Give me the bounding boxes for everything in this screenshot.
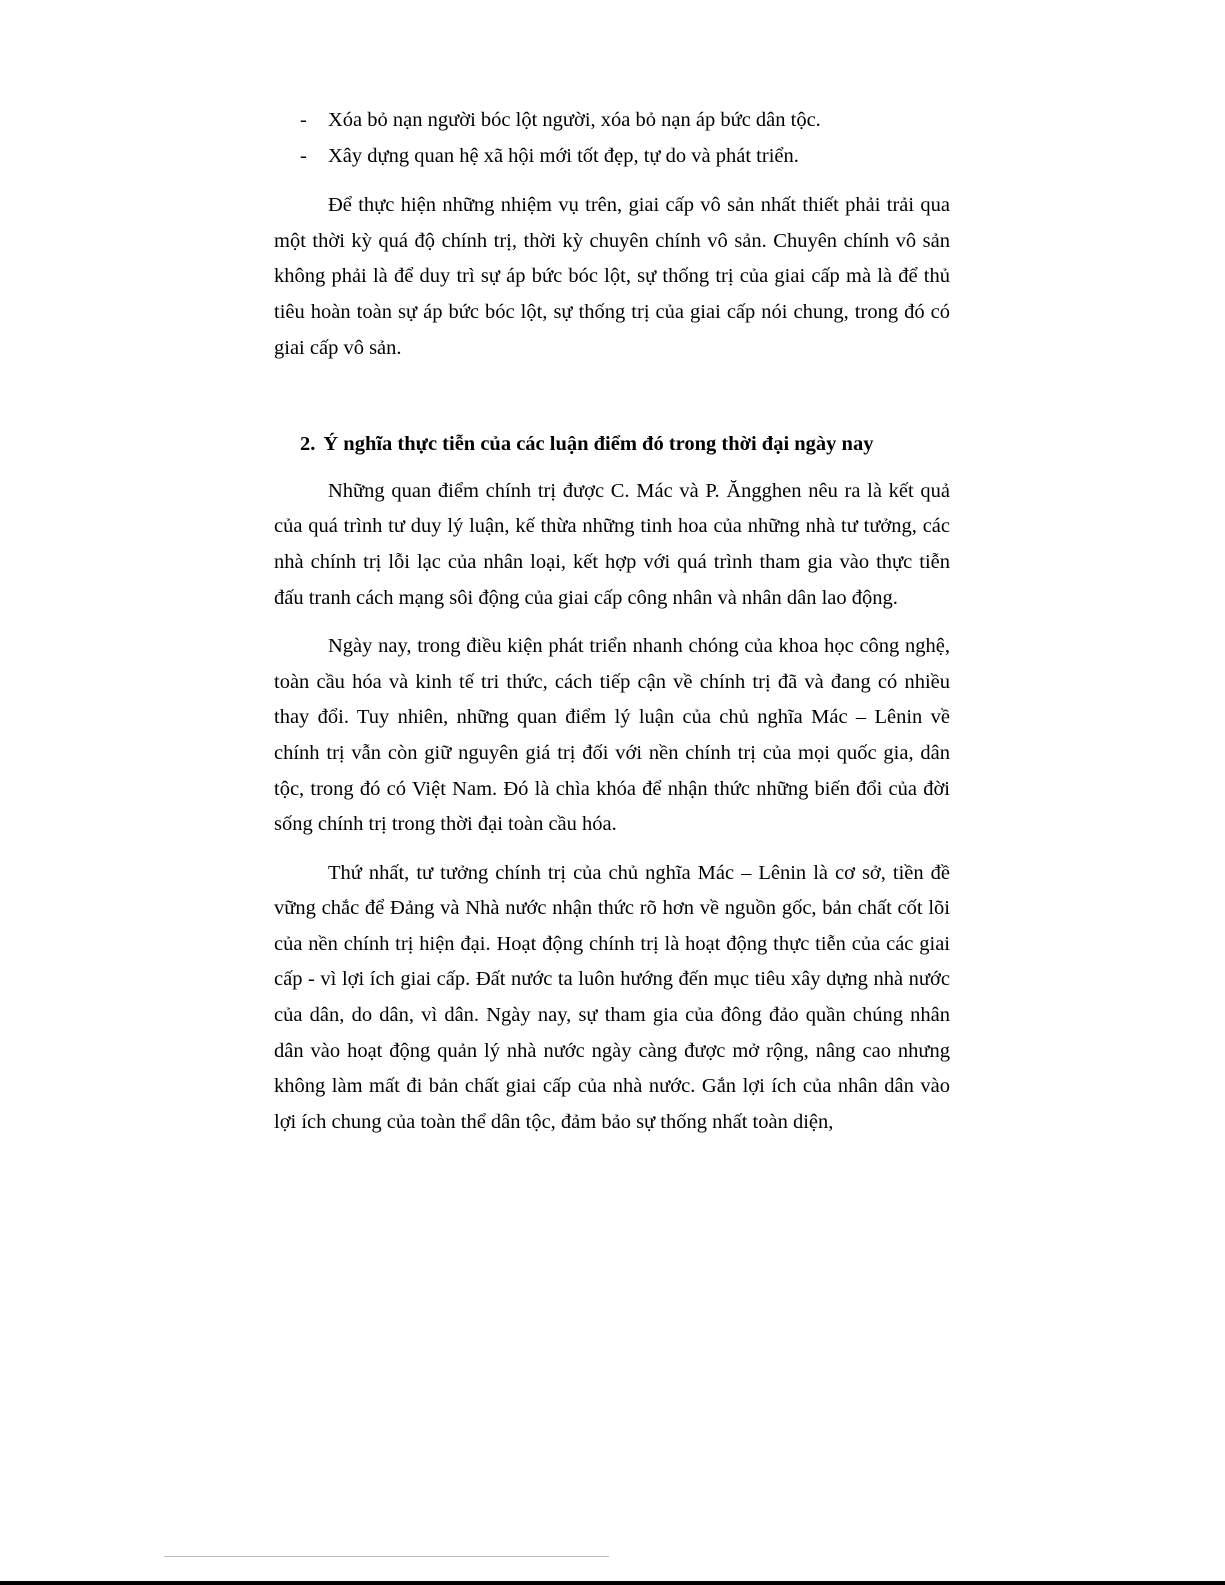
section-heading: [274, 427, 950, 463]
bullet-marker: -: [300, 144, 307, 167]
page-body: [274, 103, 950, 1140]
footnote-separator: [164, 1556, 609, 1557]
bullet-item: [274, 103, 950, 139]
body-paragraph: Để thực hiện những nhiệm vụ trên, giai cấp vô sản nhất thiết phải trải qua một thời kỳ quá độ chính trị, thời kỳ chuyên chính vô sản. Chuyên chính vô sản không phải là để duy trì sự áp bức bóc lột, sự thống trị của giai cấp mà là để thủ tiêu hoàn toàn sự áp bức bóc lột, sự thống trị của giai cấp nói chung, trong đó có giai cấp vô sản.: [274, 194, 950, 359]
bullet-text: Xóa bỏ nạn người bóc lột người, xóa bỏ nạn áp bức dân tộc.: [328, 109, 821, 131]
body-paragraph: Những quan điểm chính trị được C. Mác và P. Ăngghen nêu ra là kết quả của quá trình tư duy lý luận, kế thừa những tinh hoa của những nhà tư tưởng, các nhà chính trị lỗi lạc của nhân loại, kết hợp với quá trình tham gia vào thực tiễn đấu tranh cách mạng sôi động của giai cấp công nhân và nhân dân lao động.: [274, 479, 950, 609]
bullet-text: Xây dựng quan hệ xã hội mới tốt đẹp, tự do và phát triển.: [328, 144, 799, 167]
page-bottom-edge: [0, 1581, 1225, 1585]
bullet-item: [274, 139, 950, 175]
bullet-marker: -: [300, 109, 307, 131]
bullet-list: [274, 103, 950, 174]
section-number: 2.: [300, 433, 316, 456]
body-paragraph: Thứ nhất, tư tưởng chính trị của chủ nghĩa Mác – Lênin là cơ sở, tiền đề vững chắc để Đảng và Nhà nước nhận thức rõ hơn về nguồn gốc, bản chất cốt lõi của nền chính trị hiện đại. Hoạt động chính trị là hoạt động thực tiễn của các giai cấp - vì lợi ích giai cấp. Đất nước ta luôn hướng đến mục tiêu xây dựng nhà nước của dân, do dân, vì dân. Ngày nay, sự tham gia của đông đảo quần chúng nhân dân vào hoạt động quản lý nhà nước ngày càng được mở rộng, nâng cao nhưng không làm mất đi bản chất giai cấp của nhà nước. Gắn lợi ích của nhân dân vào lợi ích chung của toàn thể dân tộc, đảm bảo sự thống nhất toàn diện,: [274, 861, 950, 1133]
section-title: Ý nghĩa thực tiễn của các luận điểm đó trong thời đại ngày nay: [323, 433, 874, 456]
body-paragraph: Ngày nay, trong điều kiện phát triển nhanh chóng của khoa học công nghệ, toàn cầu hóa và kinh tế tri thức, cách tiếp cận về chính trị đã và đang có nhiều thay đổi. Tuy nhiên, những quan điểm lý luận của chủ nghĩa Mác – Lênin về chính trị vẫn còn giữ nguyên giá trị đối với nền chính trị của mọi quốc gia, dân tộc, trong đó có Việt Nam. Đó là chìa khóa để nhận thức những biến đổi của đời sống chính trị trong thời đại toàn cầu hóa.: [274, 635, 950, 836]
